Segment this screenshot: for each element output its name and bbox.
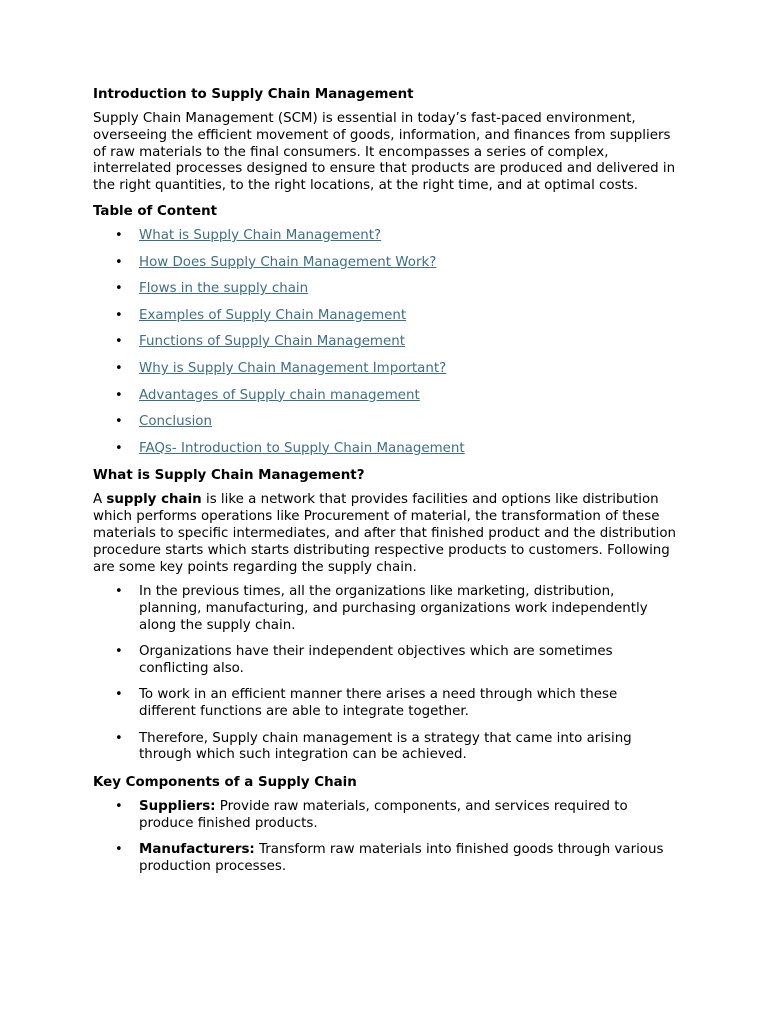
toc-link-how-scm-works[interactable]: How Does Supply Chain Management Work? xyxy=(139,254,437,270)
intro-paragraph: Supply Chain Management (SCM) is essential in today’s fast-paced environment, overseeing the efficient movement of goods, information, and finances from suppliers of raw materials to the final consumers. It encompasses a series of complex, interrelated processes designed to ensure that products are produced and delivered in the right quantities, to the right locations, at the right time, and at optimal costs. xyxy=(93,111,676,194)
list-item xyxy=(139,799,678,833)
components-heading: Key Components of a Supply Chain xyxy=(93,774,357,790)
toc-link-functions[interactable]: Functions of Supply Chain Management xyxy=(139,334,405,350)
toc-item xyxy=(139,281,678,298)
toc-item xyxy=(139,308,678,325)
what-is-para-prefix: A xyxy=(93,492,107,508)
document-page xyxy=(93,86,678,885)
what-is-para-rest: is like a network that provides facilities and options like distribution which performs operations like Procurement of material, the transformation of these materials to specific intermediates, and after that finished product and the distribution procedure starts which starts distributing respective products to customers. Following are some key points regarding the supply chain. xyxy=(93,492,677,575)
list-item xyxy=(139,842,678,876)
components-list xyxy=(93,799,678,876)
toc-link-advantages[interactable]: Advantages of Supply chain management xyxy=(139,387,420,403)
component-term: Manufacturers: xyxy=(139,842,255,858)
toc-heading: Table of Content xyxy=(93,203,218,219)
toc-link-what-is-scm[interactable]: What is Supply Chain Management? xyxy=(139,227,382,243)
what-is-heading: What is Supply Chain Management? xyxy=(93,468,365,484)
component-term: Suppliers: xyxy=(139,798,216,814)
toc-item xyxy=(139,334,678,351)
toc-link-flows[interactable]: Flows in the supply chain xyxy=(139,281,309,297)
intro-heading: Introduction to Supply Chain Management xyxy=(93,87,414,102)
toc-item xyxy=(139,388,678,405)
list-item: • Organizations have their independent objectives which are sometimes conflicting also. xyxy=(139,644,678,678)
toc-item xyxy=(139,414,678,431)
what-is-para-bold: supply chain xyxy=(106,492,202,508)
list-item: • To work in an efficient manner there arises a need through which these different functions are able to integrate together. xyxy=(139,687,678,721)
component-desc: Provide raw materials, components, and services required to produce finished products. xyxy=(139,798,628,831)
toc-link-conclusion[interactable]: Conclusion xyxy=(139,414,212,430)
list-item: • Therefore, Supply chain management is a strategy that came into arising through which such integration can be achieved. xyxy=(139,731,678,765)
toc-list xyxy=(93,228,678,458)
toc-link-examples[interactable]: Examples of Supply Chain Management xyxy=(139,307,407,323)
toc-item xyxy=(139,228,678,245)
toc-link-faqs[interactable]: FAQs- Introduction to Supply Chain Management xyxy=(139,440,465,456)
component-desc: Transform raw materials into finished goods through various production processes. xyxy=(139,842,664,874)
toc-item xyxy=(139,361,678,378)
toc-item xyxy=(139,255,678,272)
toc-link-why-important[interactable]: Why is Supply Chain Management Important? xyxy=(139,360,447,376)
list-item: • In the previous times, all the organizations like marketing, distribution, planning, manufacturing, and purchasing organizations work independently along the supply chain. xyxy=(139,584,678,634)
what-is-paragraph xyxy=(93,492,678,576)
what-is-points xyxy=(93,584,678,764)
toc-item xyxy=(139,441,678,458)
